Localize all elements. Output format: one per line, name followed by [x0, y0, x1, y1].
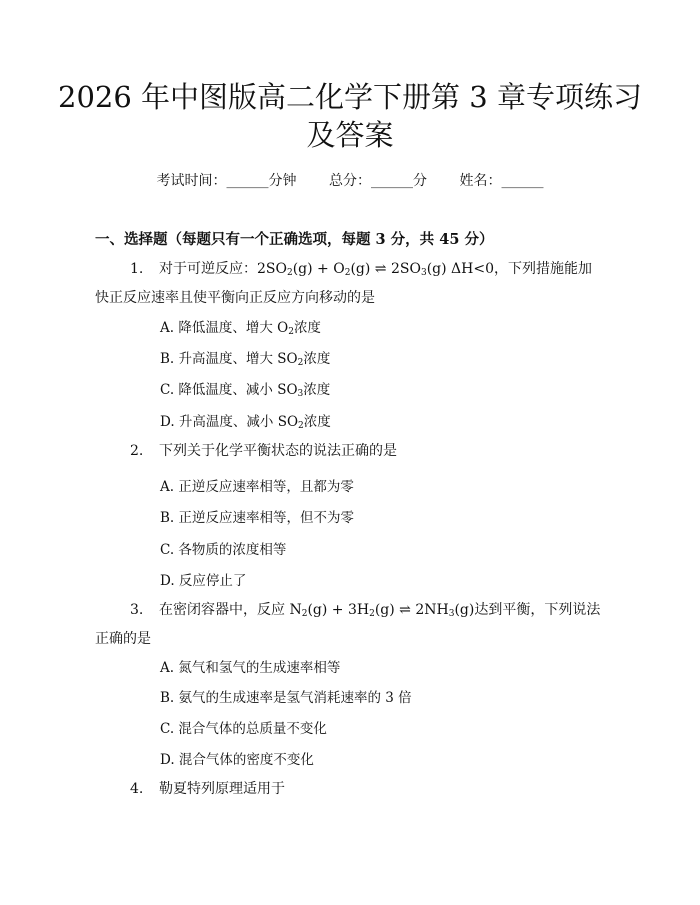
exam-time: 考试时间：______分钟 [156, 173, 297, 189]
title-line-1: 2026 年中图版高二化学下册第 3 章专项练习 [58, 80, 642, 114]
question-1-text: 对于可逆反应：$2SO_2(g) + O_2(g)$ ⇌ $2SO_3(g)$ ΔH<0，下列措施能加快正反应速率且使平衡向正反应方向移动的是 [95, 261, 592, 306]
question-4-number: 4. [130, 781, 144, 797]
question-3-number: 3. [130, 602, 144, 618]
question-3-option-c: C. 混合气体的总质量不变化 [160, 721, 327, 737]
exam-score: 总分：______分 [329, 173, 427, 189]
title-line-2: 及答案 [306, 118, 394, 152]
question-3-stem [95, 598, 605, 652]
exam-meta [0, 170, 700, 190]
question-1-stem [95, 257, 605, 311]
question-3-option-b: B. 氨气的生成速率是氢气消耗速率的 3 倍 [160, 690, 412, 706]
question-2-option-b: B. 正逆反应速率相等，但不为零 [160, 510, 355, 526]
question-2-number: 2. [130, 443, 144, 459]
question-2-option-a: A. 正逆反应速率相等，且都为零 [160, 479, 354, 495]
question-1-option-b: B. 升高温度、增大 $SO_2$浓度 [160, 351, 331, 368]
question-2-stem [95, 439, 605, 464]
question-4-text: 勒夏特列原理适用于 [159, 781, 285, 797]
question-4-stem [95, 777, 605, 802]
section-heading: 一、选择题（每题只有一个正确选项，每题 3 分，共 45 分） [95, 231, 494, 248]
question-1-option-c: C. 降低温度、减小 $SO_3$浓度 [160, 382, 331, 399]
question-2-option-d: D. 反应停止了 [160, 573, 247, 589]
question-1-option-a: A. 降低温度、增大 $O_2$浓度 [160, 320, 321, 337]
question-1-option-d: D. 升高温度、减小 $SO_2$浓度 [160, 414, 331, 431]
question-1-number: 1. [130, 261, 144, 277]
document-title [40, 78, 660, 154]
question-2-option-c: C. 各物质的浓度相等 [160, 542, 287, 558]
question-3-option-d: D. 混合气体的密度不变化 [160, 752, 314, 768]
question-3-option-a: A. 氮气和氢气的生成速率相等 [160, 660, 341, 676]
student-name: 姓名：______ [459, 173, 544, 189]
question-3-text: 在密闭容器中，反应 $N_2(g) + 3H_2(g)$ ⇌ $2NH_3(g)$达到平衡，下列说法正确的是 [95, 602, 601, 647]
question-2-text: 下列关于化学平衡状态的说法正确的是 [159, 443, 397, 459]
